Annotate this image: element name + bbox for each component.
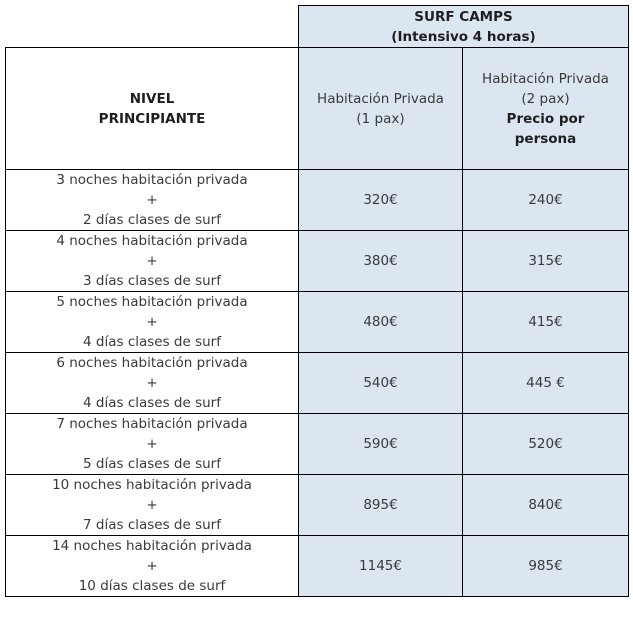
price-2pax-cell: 415€ <box>463 292 629 353</box>
price-2pax-cell: 315€ <box>463 231 629 292</box>
package-days: 2 días clases de surf <box>83 212 221 228</box>
package-plus: + <box>146 375 158 391</box>
empty-corner-cell <box>6 6 299 48</box>
price-1pax-cell: 380€ <box>299 231 463 292</box>
package-plus: + <box>146 558 158 574</box>
table-row <box>6 292 629 353</box>
col-header-2pax <box>463 48 629 170</box>
package-nights: 6 noches habitación privada <box>56 355 248 371</box>
price-1pax-cell: 540€ <box>299 353 463 414</box>
price-1pax-cell: 320€ <box>299 170 463 231</box>
package-days: 4 días clases de surf <box>83 334 221 350</box>
package-cell <box>6 536 299 597</box>
price-2pax-cell: 445 € <box>463 353 629 414</box>
level-header-line2: PRINCIPIANTE <box>98 110 206 127</box>
package-plus: + <box>146 192 158 208</box>
col-header-2pax-line1: Habitación Privada <box>482 70 609 87</box>
col-header-2pax-line3: Precio por <box>506 110 585 127</box>
table-row <box>6 353 629 414</box>
camp-header-line2: (Intensivo 4 horas) <box>391 28 536 45</box>
price-2pax-cell: 840€ <box>463 475 629 536</box>
package-nights: 14 noches habitación privada <box>52 538 252 554</box>
camp-header-cell <box>299 6 629 48</box>
col-header-2pax-line4: persona <box>514 130 577 147</box>
camp-header-line1: SURF CAMPS <box>414 8 513 25</box>
col-header-1pax-line2: (1 pax) <box>356 110 405 127</box>
surf-camp-price-table <box>5 5 629 597</box>
level-header-line1: NIVEL <box>129 90 175 107</box>
package-nights: 5 noches habitación privada <box>56 294 248 310</box>
table-row <box>6 231 629 292</box>
package-cell <box>6 414 299 475</box>
package-days: 5 días clases de surf <box>83 456 221 472</box>
package-cell <box>6 170 299 231</box>
package-days: 10 días clases de surf <box>78 578 226 594</box>
price-1pax-cell: 480€ <box>299 292 463 353</box>
col-header-1pax <box>299 48 463 170</box>
table-row <box>6 414 629 475</box>
column-header-row <box>6 48 629 170</box>
col-header-2pax-line2: (2 pax) <box>521 90 570 107</box>
level-header-cell <box>6 48 299 170</box>
package-nights: 10 noches habitación privada <box>52 477 252 493</box>
col-header-1pax-line1: Habitación Privada <box>317 90 444 107</box>
price-2pax-cell: 985€ <box>463 536 629 597</box>
package-cell <box>6 475 299 536</box>
package-days: 7 días clases de surf <box>83 517 221 533</box>
price-1pax-cell: 590€ <box>299 414 463 475</box>
package-plus: + <box>146 436 158 452</box>
price-1pax-cell: 1145€ <box>299 536 463 597</box>
package-cell <box>6 353 299 414</box>
camp-header-row <box>6 6 629 48</box>
table-row <box>6 170 629 231</box>
package-plus: + <box>146 497 158 513</box>
package-plus: + <box>146 314 158 330</box>
package-cell <box>6 231 299 292</box>
package-nights: 3 noches habitación privada <box>56 172 248 188</box>
package-nights: 4 noches habitación privada <box>56 233 248 249</box>
package-nights: 7 noches habitación privada <box>56 416 248 432</box>
package-plus: + <box>146 253 158 269</box>
table-row <box>6 536 629 597</box>
price-2pax-cell: 520€ <box>463 414 629 475</box>
price-2pax-cell: 240€ <box>463 170 629 231</box>
package-days: 4 días clases de surf <box>83 395 221 411</box>
table-row <box>6 475 629 536</box>
package-cell <box>6 292 299 353</box>
price-1pax-cell: 895€ <box>299 475 463 536</box>
package-days: 3 días clases de surf <box>83 273 221 289</box>
